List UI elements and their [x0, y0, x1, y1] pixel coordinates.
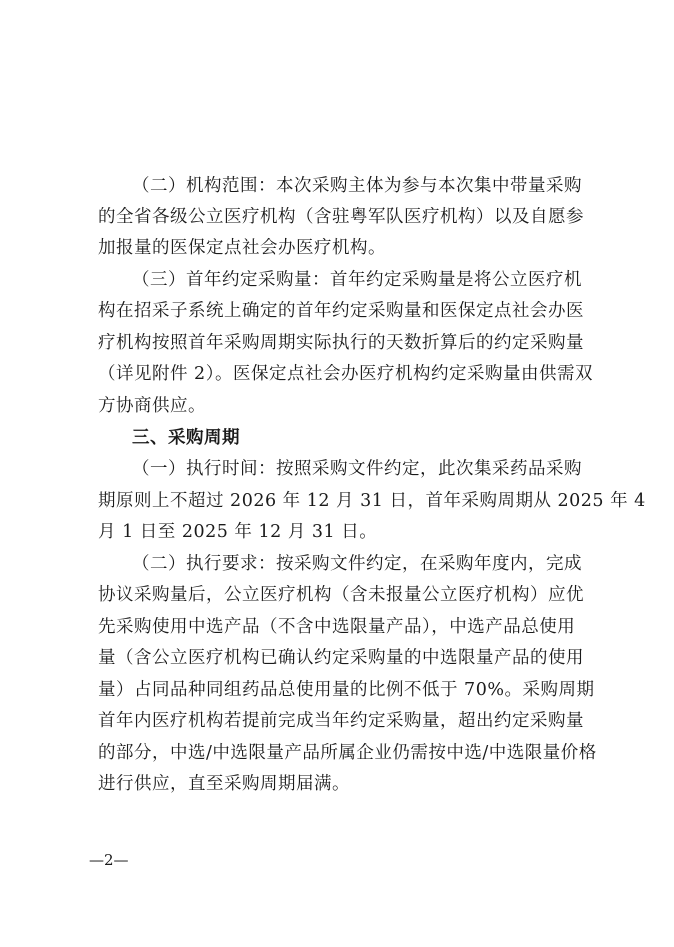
paragraph-line: （三）首年约定采购量：首年约定采购量是将公立医疗机 [132, 270, 582, 290]
section-heading: 三、采购周期 [132, 428, 240, 448]
paragraph-line: 加报量的医保定点社会办医疗机构。 [98, 238, 386, 258]
paragraph-line: 进行供应，直至采购周期届满。 [98, 774, 350, 794]
paragraph-line: 量（含公立医疗机构已确认约定采购量的中选限量产品的使用 [98, 648, 584, 668]
paragraph-line: （一）执行时间：按照采购文件约定，此次集采药品采购 [132, 459, 582, 479]
paragraph-line: （二）机构范围：本次采购主体为参与本次集中带量采购 [132, 176, 582, 196]
paragraph-line: 月 1 日至 2025 年 12 月 31 日。 [98, 522, 378, 542]
paragraph-line: 先采购使用中选产品（不含中选限量产品），中选产品总使用 [98, 617, 576, 637]
paragraph-line: 疗机构按照首年采购周期实际执行的天数折算后的约定采购量 [98, 333, 584, 353]
paragraph-line: 协议采购量后，公立医疗机构（含未报量公立医疗机构）应优 [98, 585, 584, 605]
paragraph-line: 的全省各级公立医疗机构（含驻粤军队医疗机构）以及自愿参 [98, 207, 584, 227]
page-number: —2— [89, 851, 129, 869]
paragraph-line: 构在招采子系统上确定的首年约定采购量和医保定点社会办医 [98, 301, 584, 321]
paragraph-line: 期原则上不超过 2026 年 12 月 31 日，首年采购周期从 2025 年 4 [98, 491, 646, 511]
paragraph-line: 量）占同品种同组药品总使用量的比例不低于 70%。采购周期 [98, 680, 595, 700]
paragraph-line: 首年内医疗机构若提前完成当年约定采购量，超出约定采购量 [98, 711, 584, 731]
paragraph-line: （详见附件 2）。医保定点社会办医疗机构约定采购量由供需双 [98, 364, 593, 384]
paragraph-line: 的部分，中选/中选限量产品所属企业仍需按中选/中选限量价格 [98, 743, 597, 763]
paragraph-line: （二）执行要求：按采购文件约定，在采购年度内，完成 [132, 554, 582, 574]
paragraph-line: 方协商供应。 [98, 396, 206, 416]
